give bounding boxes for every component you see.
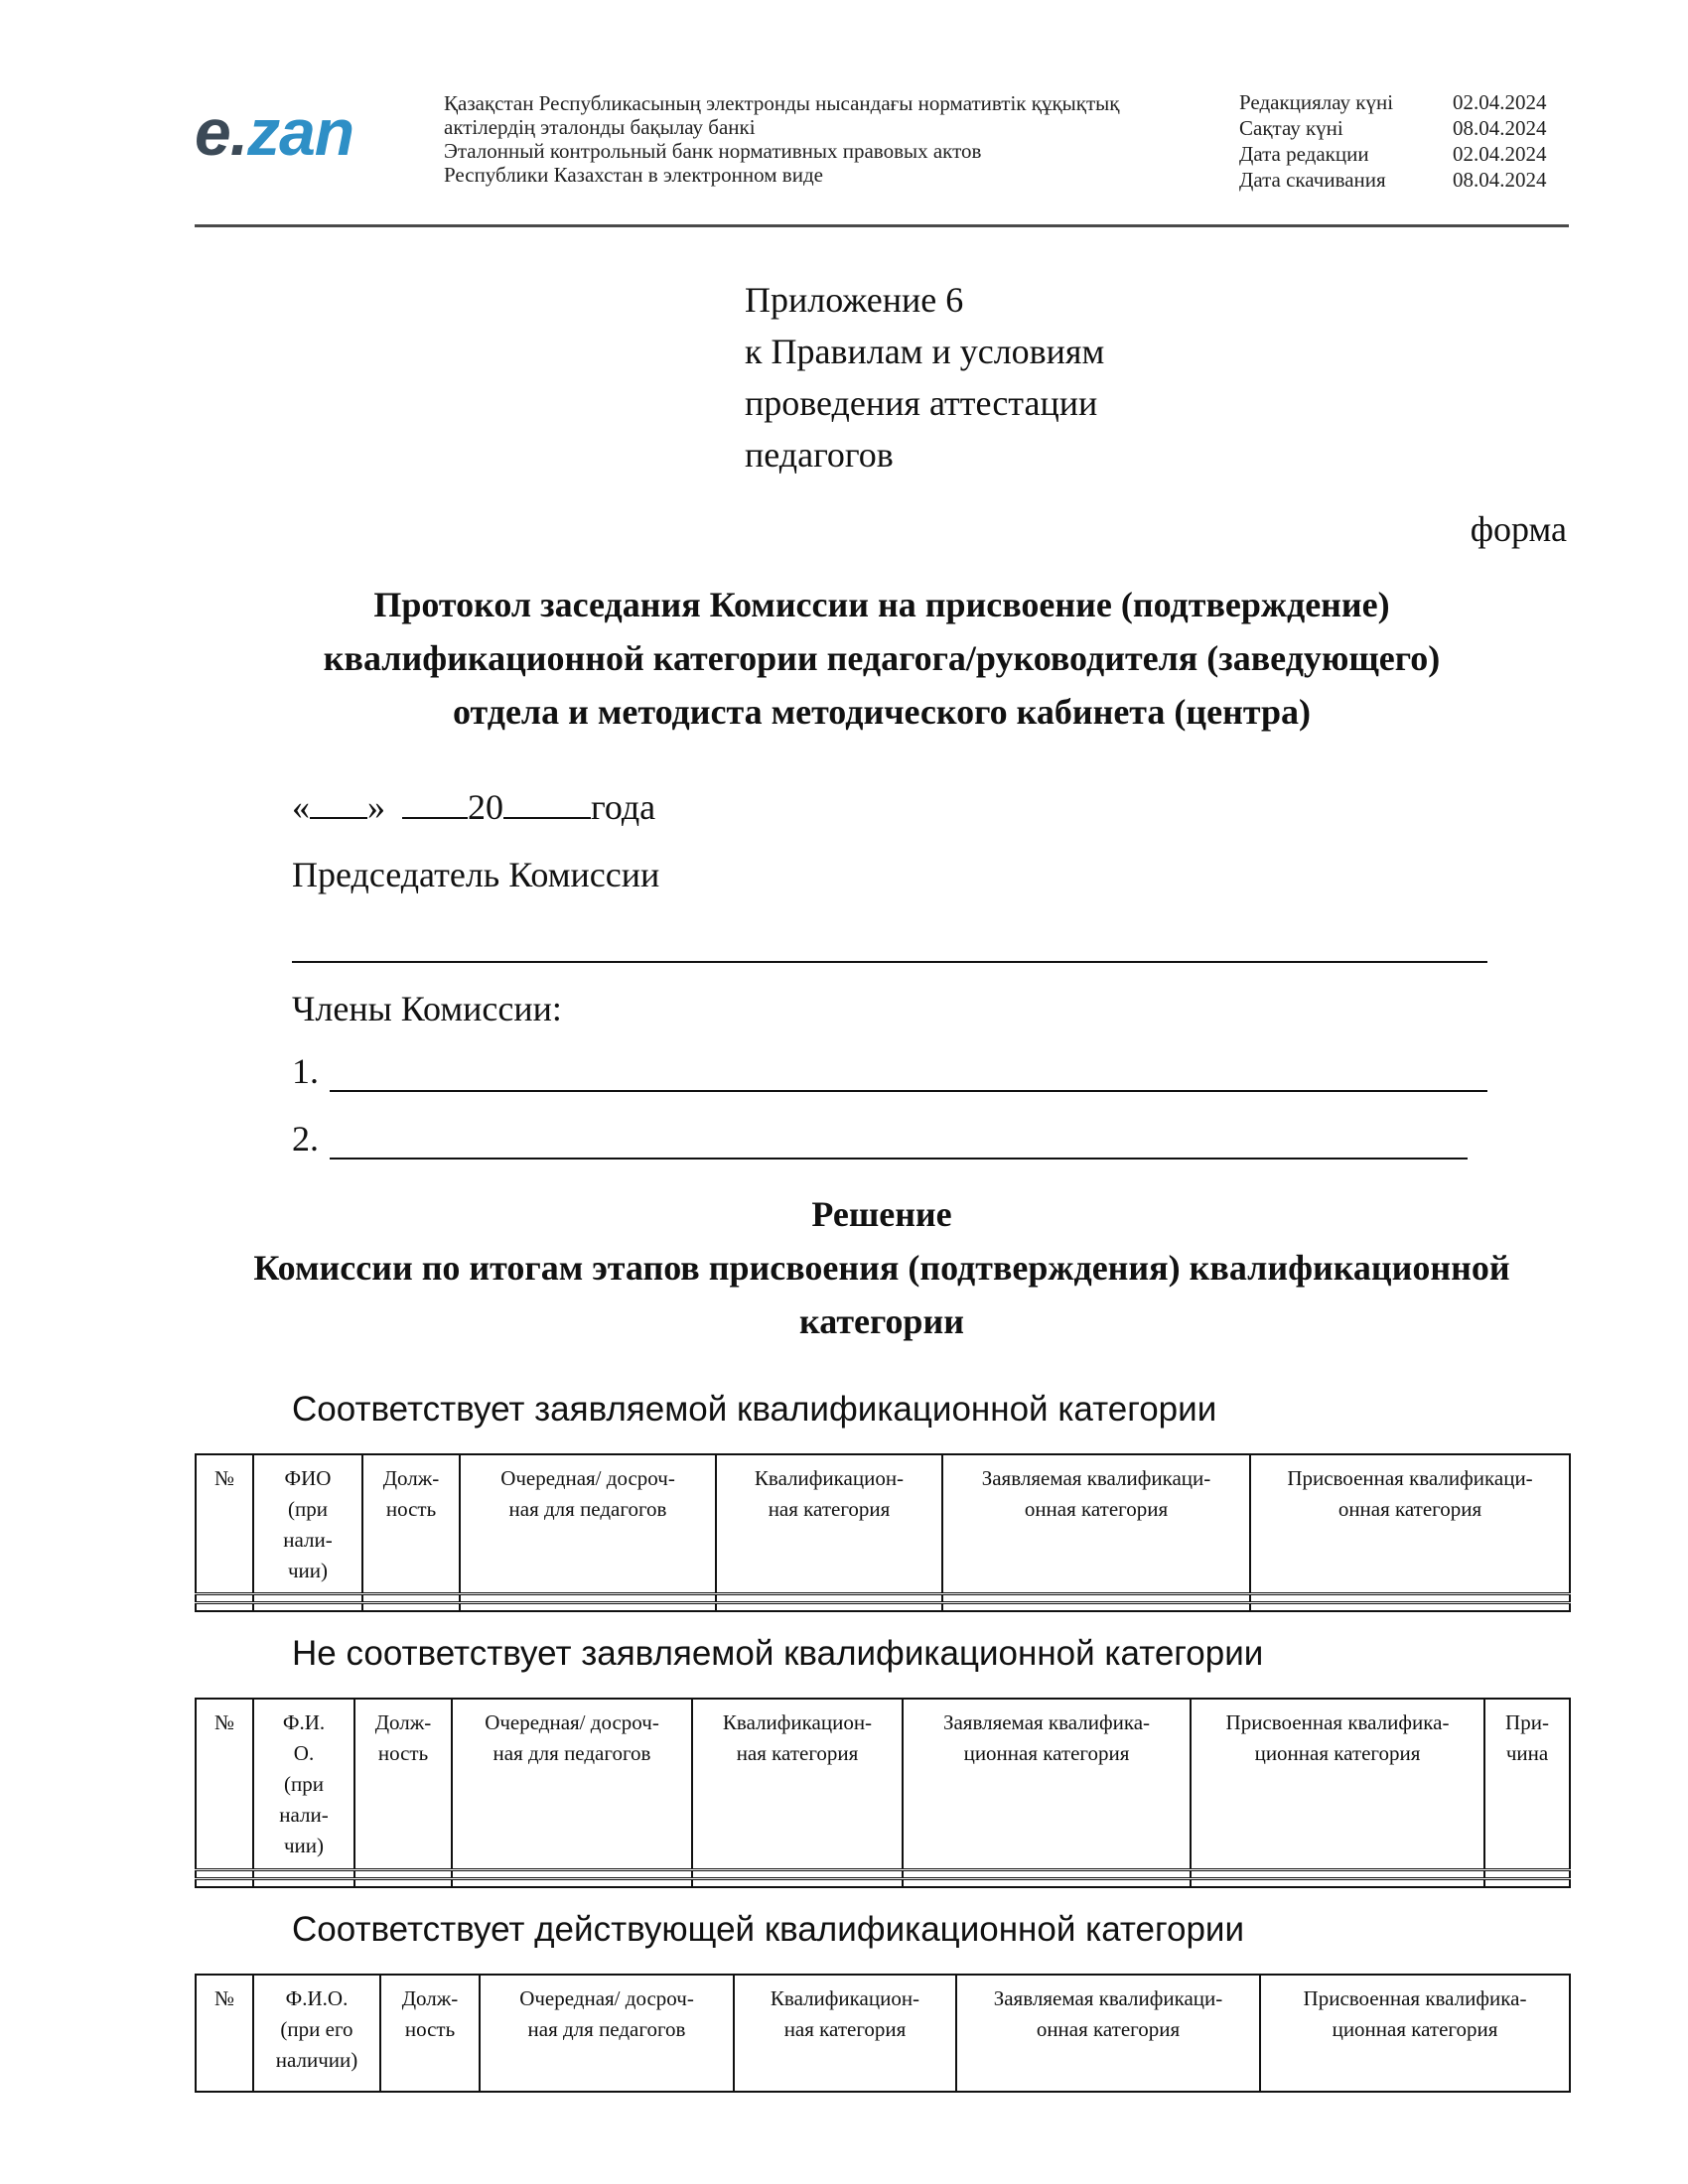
table-cell[interactable] — [253, 1879, 354, 1888]
header-cell: Ф.И.О. (при его наличии) — [253, 1975, 380, 2092]
table-row[interactable] — [196, 1603, 1570, 1612]
table-not-matches — [195, 1698, 1571, 1888]
table-cell[interactable] — [692, 1879, 903, 1888]
table-header-row — [196, 1699, 1570, 1870]
table-header-row — [196, 1454, 1570, 1594]
table-cell[interactable] — [903, 1879, 1191, 1888]
header-cell: Квалификацион- ная категория — [716, 1454, 942, 1594]
header-cell: Заявляемая квалифика- ционная категория — [903, 1699, 1191, 1870]
table-cell[interactable] — [196, 1870, 253, 1879]
table-cell[interactable] — [1484, 1879, 1570, 1888]
document-title: Протокол заседания Комиссии на присвоение (подтверждение) квалификационной категории педагога/руководителя (заведующего) отдела и методиста методического кабинета (центра) — [323, 585, 1441, 732]
year-blank[interactable] — [503, 787, 591, 819]
table-cell[interactable] — [452, 1870, 692, 1879]
date-row: Сақтау күні 08.04.2024 — [1239, 116, 1547, 140]
table-cell[interactable] — [903, 1870, 1191, 1879]
header-cell: ФИО (при нали- чии) — [253, 1454, 362, 1594]
member-signature-line[interactable] — [330, 1158, 1468, 1160]
header-cell: Присвоенная квалификаци- онная категория — [1250, 1454, 1570, 1594]
header-cell: Очередная/ досроч- ная для педагогов — [452, 1699, 692, 1870]
members-label: Члены Комиссии: — [292, 989, 562, 1028]
table-cell[interactable] — [716, 1594, 942, 1603]
table-header-row — [196, 1975, 1570, 2092]
table-cell[interactable] — [692, 1870, 903, 1879]
member-line-1[interactable]: 1. — [292, 1050, 319, 1092]
member-line-2[interactable]: 2. — [292, 1118, 319, 1160]
chairman-signature-line[interactable] — [292, 961, 1487, 963]
table-current — [195, 1974, 1571, 2093]
table-cell[interactable] — [460, 1603, 716, 1612]
month-blank[interactable] — [402, 787, 468, 819]
header-cell: Квалификацион- ная категория — [734, 1975, 956, 2092]
table-cell[interactable] — [1250, 1594, 1570, 1603]
header-cell: Заявляемая квалификаци- онная категория — [942, 1454, 1250, 1594]
header-cell: № — [196, 1975, 253, 2092]
table-cell[interactable] — [1484, 1870, 1570, 1879]
table-matches — [195, 1453, 1571, 1612]
table-cell[interactable] — [460, 1594, 716, 1603]
section-title-not-matches: Не соответствует заявляемой квалификационной категории — [292, 1634, 1264, 1673]
table-row[interactable] — [196, 1870, 1570, 1879]
header-cell: Долж- ность — [380, 1975, 480, 2092]
table-cell[interactable] — [716, 1603, 942, 1612]
table-cell[interactable] — [1191, 1879, 1484, 1888]
section-title-matches: Соответствует заявляемой квалификационной категории — [292, 1390, 1217, 1429]
bank-line: Қазақстан Республикасының электронды нысандағы нормативтік құқықтық — [444, 91, 1120, 115]
header-cell: № — [196, 1699, 253, 1870]
table-cell[interactable] — [253, 1594, 362, 1603]
form-label: форма — [1470, 509, 1567, 549]
appendix-note: Приложение 6 к Правилам и условиям проведения аттестации педагогов — [745, 280, 1105, 475]
header-cell: Очередная/ досроч- ная для педагогов — [480, 1975, 734, 2092]
table-cell[interactable] — [196, 1879, 253, 1888]
header-cell: Долж- ность — [354, 1699, 452, 1870]
header-cell: Долж- ность — [362, 1454, 460, 1594]
chairman-label: Председатель Комиссии — [292, 855, 660, 894]
header-cell: Ф.И. О. (при нали- чии) — [253, 1699, 354, 1870]
header-cell: Присвоенная квалифика- ционная категория — [1260, 1975, 1570, 2092]
table-cell[interactable] — [942, 1603, 1250, 1612]
date-row: Дата скачивания 08.04.2024 — [1239, 168, 1547, 192]
bank-line: Эталонный контрольный банк нормативных правовых актов — [444, 139, 982, 163]
table-cell[interactable] — [452, 1879, 692, 1888]
header-cell: Присвоенная квалифика- ционная категория — [1191, 1699, 1484, 1870]
table-row[interactable] — [196, 1879, 1570, 1888]
decision-heading: Решение Комиссии по итогам этапов присвоения (подтверждения) квалификационной категории — [253, 1194, 1510, 1341]
table-cell[interactable] — [196, 1594, 253, 1603]
table-cell[interactable] — [362, 1603, 460, 1612]
table-row[interactable] — [196, 1594, 1570, 1603]
date-row: Дата редакции 02.04.2024 — [1239, 142, 1547, 166]
header-divider — [195, 224, 1569, 227]
day-blank[interactable] — [310, 787, 367, 819]
table-cell[interactable] — [1250, 1603, 1570, 1612]
protocol-date: « » 20 года — [292, 787, 656, 827]
table-cell[interactable] — [196, 1603, 253, 1612]
table-cell[interactable] — [362, 1594, 460, 1603]
section-title-current: Соответствует действующей квалификационной категории — [292, 1910, 1245, 1949]
table-cell[interactable] — [942, 1594, 1250, 1603]
member-signature-line[interactable] — [330, 1090, 1487, 1092]
header-cell: Заявляемая квалификаци- онная категория — [956, 1975, 1260, 2092]
table-cell[interactable] — [1191, 1870, 1484, 1879]
header-cell: Квалификацион- ная категория — [692, 1699, 903, 1870]
bank-description — [444, 91, 1119, 187]
document-dates — [1239, 89, 1547, 193]
header-cell: Очередная/ досроч- ная для педагогов — [460, 1454, 716, 1594]
table-cell[interactable] — [354, 1879, 452, 1888]
bank-line: актілердің эталонды бақылау банкі — [444, 115, 756, 139]
ezan-logo: e.zan — [195, 95, 354, 169]
date-row: Редакциялау күні 02.04.2024 — [1239, 90, 1547, 114]
header-cell: При- чина — [1484, 1699, 1570, 1870]
table-cell[interactable] — [253, 1870, 354, 1879]
table-cell[interactable] — [354, 1870, 452, 1879]
table-cell[interactable] — [253, 1603, 362, 1612]
header-cell: № — [196, 1454, 253, 1594]
bank-line: Республики Казахстан в электронном виде — [444, 163, 823, 187]
